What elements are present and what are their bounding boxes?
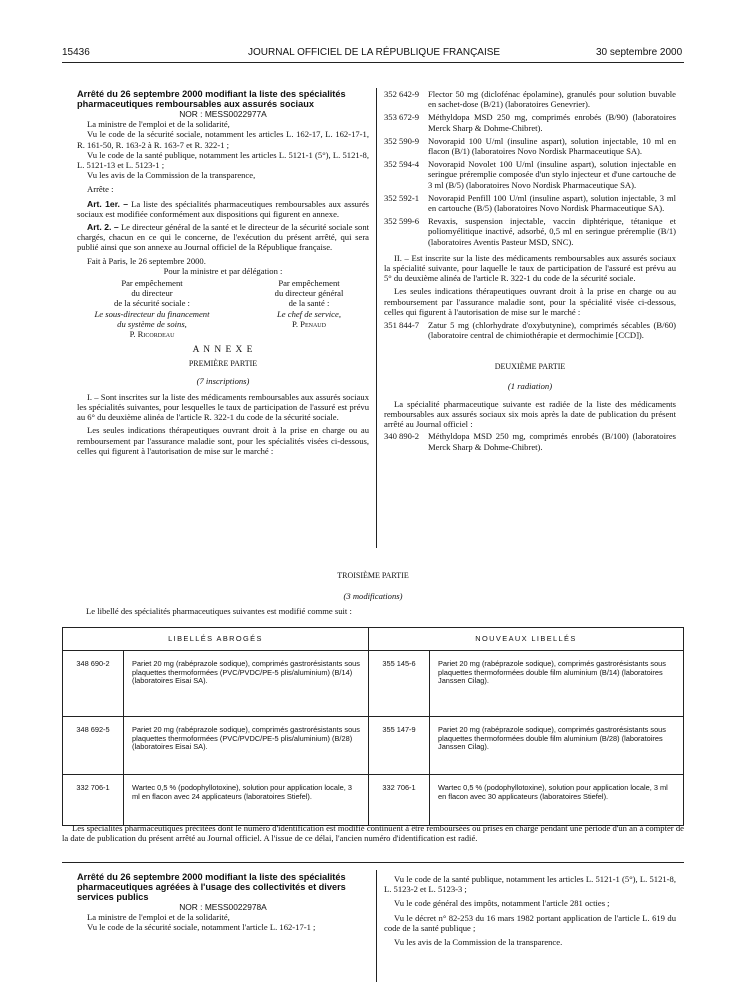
signature-left [77, 278, 227, 339]
modifications-count: (3 modifications) [343, 591, 403, 601]
list-item [384, 431, 676, 451]
section-2-indications: Les seules indications thérapeutiques ouvrant droit à la prise en charge ou au remboursement par l'assurance maladie sont, pour la spécialité visée ci-dessous, celles qui figurent à l'autorisation de mise sur le marché : [384, 286, 676, 317]
list-item [384, 216, 676, 247]
sig-right-line: Le chef de service, [277, 308, 341, 319]
list-item [384, 112, 676, 132]
arrete-label: Arrête : [87, 184, 114, 195]
list-item [384, 89, 676, 109]
sig-left-line: Le sous-directeur du financement [94, 308, 210, 319]
list-item [384, 320, 676, 340]
nor-reference: NOR : MESS0022977A [179, 109, 267, 119]
arrete-title: Arrêté du 26 septembre 2000 modifiant la liste des spécialités pharmaceutiques remboursables aux assurés sociaux [77, 89, 346, 109]
new-text: Wartec 0,5 % (podophyllotoxine), solution pour application locale, 3 ml en flacon avec 30 applicateurs (laboratoires Stiefel). [430, 775, 684, 826]
product-text: Revaxis, suspension injectable, vaccin diphtérique, tétanique et poliomyélitique inactivé, adsorbé, 0,5 ml en seringue préremplie (B/1) (laboratoires Aventis Pasteur MSD, SNC). [428, 216, 676, 247]
minister-line: La ministre de l'emploi et de la solidarité, [87, 119, 230, 130]
cip-code: 352 590-9 [384, 135, 420, 146]
product-text: Novorapid Penfill 100 U/ml (insuline aspart), solution injectable, 3 ml en cartouche (B/5) (laboratoires Novo Nordisk Pharmaceutique SA). [428, 192, 676, 214]
vu-decret: Vu le décret n° 82-253 du 16 mars 1982 portant application de l'article L. 619 du code de la santé publique ; [384, 912, 676, 933]
sig-right-name: P. Penaud [292, 318, 326, 329]
product-text: Novorapid 100 U/ml (insuline aspart), solution injectable, 10 ml en flacon (B/1) (laboratoires Novo Nordisk Pharmaceutique SA). [428, 135, 676, 157]
sig-left-line: Par empêchement [121, 278, 183, 289]
section-1-text: I. – Sont inscrites sur la liste des médicaments remboursables aux assurés sociaux les spécialités suivantes, pour lesquelles le taux de participation de l'assuré est prévu au 6° du deuxième alinéa de l'article R. 322-1 du code de la sécurité sociale. [77, 391, 369, 423]
vu-css: Vu le code de la sécurité sociale, notamment les articles L. 162-17, L. 162-17-1, R. 161-50, R. 163-2 à R. 163-7 et R. 322-1 ; [77, 129, 369, 150]
premiere-partie: PREMIÈRE PARTIE [188, 359, 258, 369]
vu-csp: Vu le code de la santé publique, notamment les articles L. 5121-1 (5°), L. 5121-8, L. 5121-13 et L. 5123-1 ; [77, 149, 369, 171]
new-code: 332 706-1 [369, 775, 430, 826]
vu-commission: Vu les avis de la Commission de la transparence. [394, 937, 563, 948]
deuxieme-partie: DEUXIÈME PARTIE [494, 362, 566, 372]
column-header-new: NOUVEAUX LIBELLÉS [369, 628, 684, 651]
sig-left-line: du directeur [131, 288, 173, 299]
article-2 [77, 222, 369, 253]
table-header-row [63, 628, 684, 651]
section-1-indications: Les seules indications thérapeutiques ouvrant droit à la prise en charge ou au remboursement par l'assurance maladie sont, pour les spécialités visées ci-dessous, celles qui figurent à l'autorisation de mise sur le marché : [77, 425, 369, 456]
radiation-text: La spécialité pharmaceutique suivante est radiée de la liste des médicaments remboursables aux assurés sociaux six mois après la date de publication du présent arrêté au Journal officiel : [384, 398, 676, 430]
section-rule [62, 862, 684, 863]
article-1-text: La liste des spécialités pharmaceutiques remboursables aux assurés sociaux est modifiée conformément aux dispositions qui figurent en annexe. [77, 198, 369, 219]
sig-left-line: du système de soins, [117, 318, 187, 329]
nor-reference: NOR : MESS0022978A [179, 902, 267, 912]
inscriptions-count: (7 inscriptions) [196, 375, 250, 386]
cip-code: 351 844-7 [384, 320, 420, 331]
sig-left-name: P. Ricordeau [129, 329, 175, 340]
section-2-text: II. – Est inscrite sur la liste des médicaments remboursables aux assurés sociaux la spécialité suivante, pour laquelle le taux de participation de l'assuré est prévu au 5° du deuxième alinéa de l'article R. 322-1 du code de la sécurité sociale. [384, 252, 676, 284]
minister-line: La ministre de l'emploi et de la solidarité, [87, 912, 230, 923]
cip-code: 352 599-6 [384, 216, 420, 227]
old-code: 332 706-1 [63, 775, 124, 826]
header-rule [62, 62, 684, 63]
cip-code: 352 594-4 [384, 159, 420, 170]
sig-right-line: du directeur général [274, 288, 344, 299]
column-header-old: LIBELLÉS ABROGÉS [63, 628, 369, 651]
vu-commission: Vu les avis de la Commission de la transparence, [87, 170, 256, 181]
cip-code: 352 642-9 [384, 89, 420, 99]
troisieme-partie: TROISIÈME PARTIE [337, 571, 409, 580]
sig-left-line: de la sécurité sociale : [114, 298, 190, 309]
vu-cgi: Vu le code général des impôts, notamment l'article 281 octies ; [394, 898, 610, 909]
cip-code: 340 890-2 [384, 431, 420, 442]
vu-css: Vu le code de la sécurité sociale, notamment l'article L. 162-17-1 ; [87, 922, 316, 933]
new-code: 355 145-6 [369, 651, 430, 717]
old-text: Pariet 20 mg (rabéprazole sodique), comprimés gastrorésistants sous plaquettes thermoformées (PVC/PVDC/PE-5 plis/aluminium) (B/14) (laboratoires Eisai SA). [124, 651, 369, 717]
closing-paragraph: Les spécialités pharmaceutiques précitées dont le numéro d'identification est modifié continuent à être remboursées ou prises en charge pendant une période d'un an à compter de la date de publication du présent arrêté au Journal officiel. A l'issue de ce délai, l'ancien numéro d'identification est radié. [62, 823, 684, 844]
header-date: 30 septembre 2000 [596, 47, 683, 58]
old-text: Wartec 0,5 % (podophyllotoxine), solution pour application locale, 3 ml en flacon avec 24 applicateurs (laboratoires Stiefel). [124, 775, 369, 826]
column-divider [376, 870, 377, 982]
radiation-count: (1 radiation) [507, 380, 553, 391]
list-item [384, 159, 676, 190]
new-text: Pariet 20 mg (rabéprazole sodique), comprimés gastrorésistants sous plaquettes thermoformées double film aluminium (B/14) (laboratoires Janssen Cilag). [430, 651, 684, 717]
old-code: 348 690-2 [63, 651, 124, 717]
cip-code: 353 672-9 [384, 112, 420, 123]
product-text: Méthyldopa MSD 250 mg, comprimés enrobés (B/90) (laboratoires Merck Sharp & Dohme-Chibret). [428, 112, 676, 133]
journal-title: JOURNAL OFFICIEL DE LA RÉPUBLIQUE FRANÇAISE [248, 47, 501, 58]
product-text: Flector 50 mg (diclofénac épolamine), granulés pour solution buvable en sachet-dose (B/21) (laboratoires Genevrier). [428, 89, 676, 110]
table-row [63, 651, 684, 717]
table-row [63, 775, 684, 826]
product-text: Méthyldopa MSD 250 mg, comprimés enrobés (B/100) (laboratoires Merck Sharp & Dohme-Chibret). [428, 431, 676, 452]
product-text: Novorapid Novolet 100 U/ml (insuline aspart), solution injectable en seringue préremplie composée d'un stylo injecteur et d'une cartouche de 3 ml (B/5) (laboratoires Novo Nordisk Pharmaceutique SA). [428, 159, 676, 190]
new-code: 355 147-9 [369, 717, 430, 775]
modifications-intro: Le libellé des spécialités pharmaceutiques suivantes est modifié comme suit : [86, 606, 352, 616]
column-divider [376, 88, 377, 548]
article-2-label: Art. 2. – [87, 222, 119, 233]
pour-ministre: Pour la ministre et par délégation : [163, 265, 283, 276]
article-1 [77, 199, 369, 219]
page-number: 15436 [62, 47, 90, 58]
vu-csp: Vu le code de la santé publique, notamment les articles L. 5121-1 (5°), L. 5121-8, L. 5123-2 et L. 5123-3 ; [384, 874, 676, 895]
new-text: Pariet 20 mg (rabéprazole sodique), comprimés gastrorésistants sous plaquettes thermoformées double film aluminium (B/28) (laboratoires Janssen Cilag). [430, 717, 684, 775]
list-item [384, 136, 676, 156]
right-column [384, 89, 676, 452]
article-1-label: Art. 1er. – [87, 198, 129, 209]
left-column [77, 89, 369, 456]
signatures [77, 278, 369, 339]
table-row [63, 717, 684, 775]
second-arrete-left [77, 872, 369, 933]
list-item [384, 193, 676, 213]
second-arrete-title: Arrêté du 26 septembre 2000 modifiant la liste des spécialités pharmaceutiques agréées à l'usage des collectivités et divers services publics [77, 872, 346, 902]
sig-right-line: Par empêchement [278, 278, 340, 289]
annexe-heading: A N N E X E [192, 345, 254, 356]
old-code: 348 692-5 [63, 717, 124, 775]
fait-a-paris: Fait à Paris, le 26 septembre 2000. [87, 255, 206, 266]
product-text: Zatur 5 mg (chlorhydrate d'oxybutynine), comprimés sécables (B/60) (laboratoire central de chimiothérapie et dermochimie [CCD]). [428, 320, 676, 341]
sig-right-line: de la santé : [288, 298, 330, 309]
modifications-table [62, 627, 684, 826]
cip-code: 352 592-1 [384, 192, 420, 203]
second-arrete-right [384, 874, 676, 947]
article-2-text: Le directeur général de la santé et le directeur de la sécurité sociale sont chargés, chacun en ce qui le concerne, de l'exécution du présent arrêté, qui sera publié ainsi que son annexe au Journal officiel de la République française. [77, 222, 369, 253]
old-text: Pariet 20 mg (rabéprazole sodique), comprimés gastrorésistants sous plaquettes thermoformées (PVC/PVDC/PE-5 plis/aluminium) (B/28) (laboratoires Eisai SA). [124, 717, 369, 775]
signature-right [249, 278, 369, 339]
